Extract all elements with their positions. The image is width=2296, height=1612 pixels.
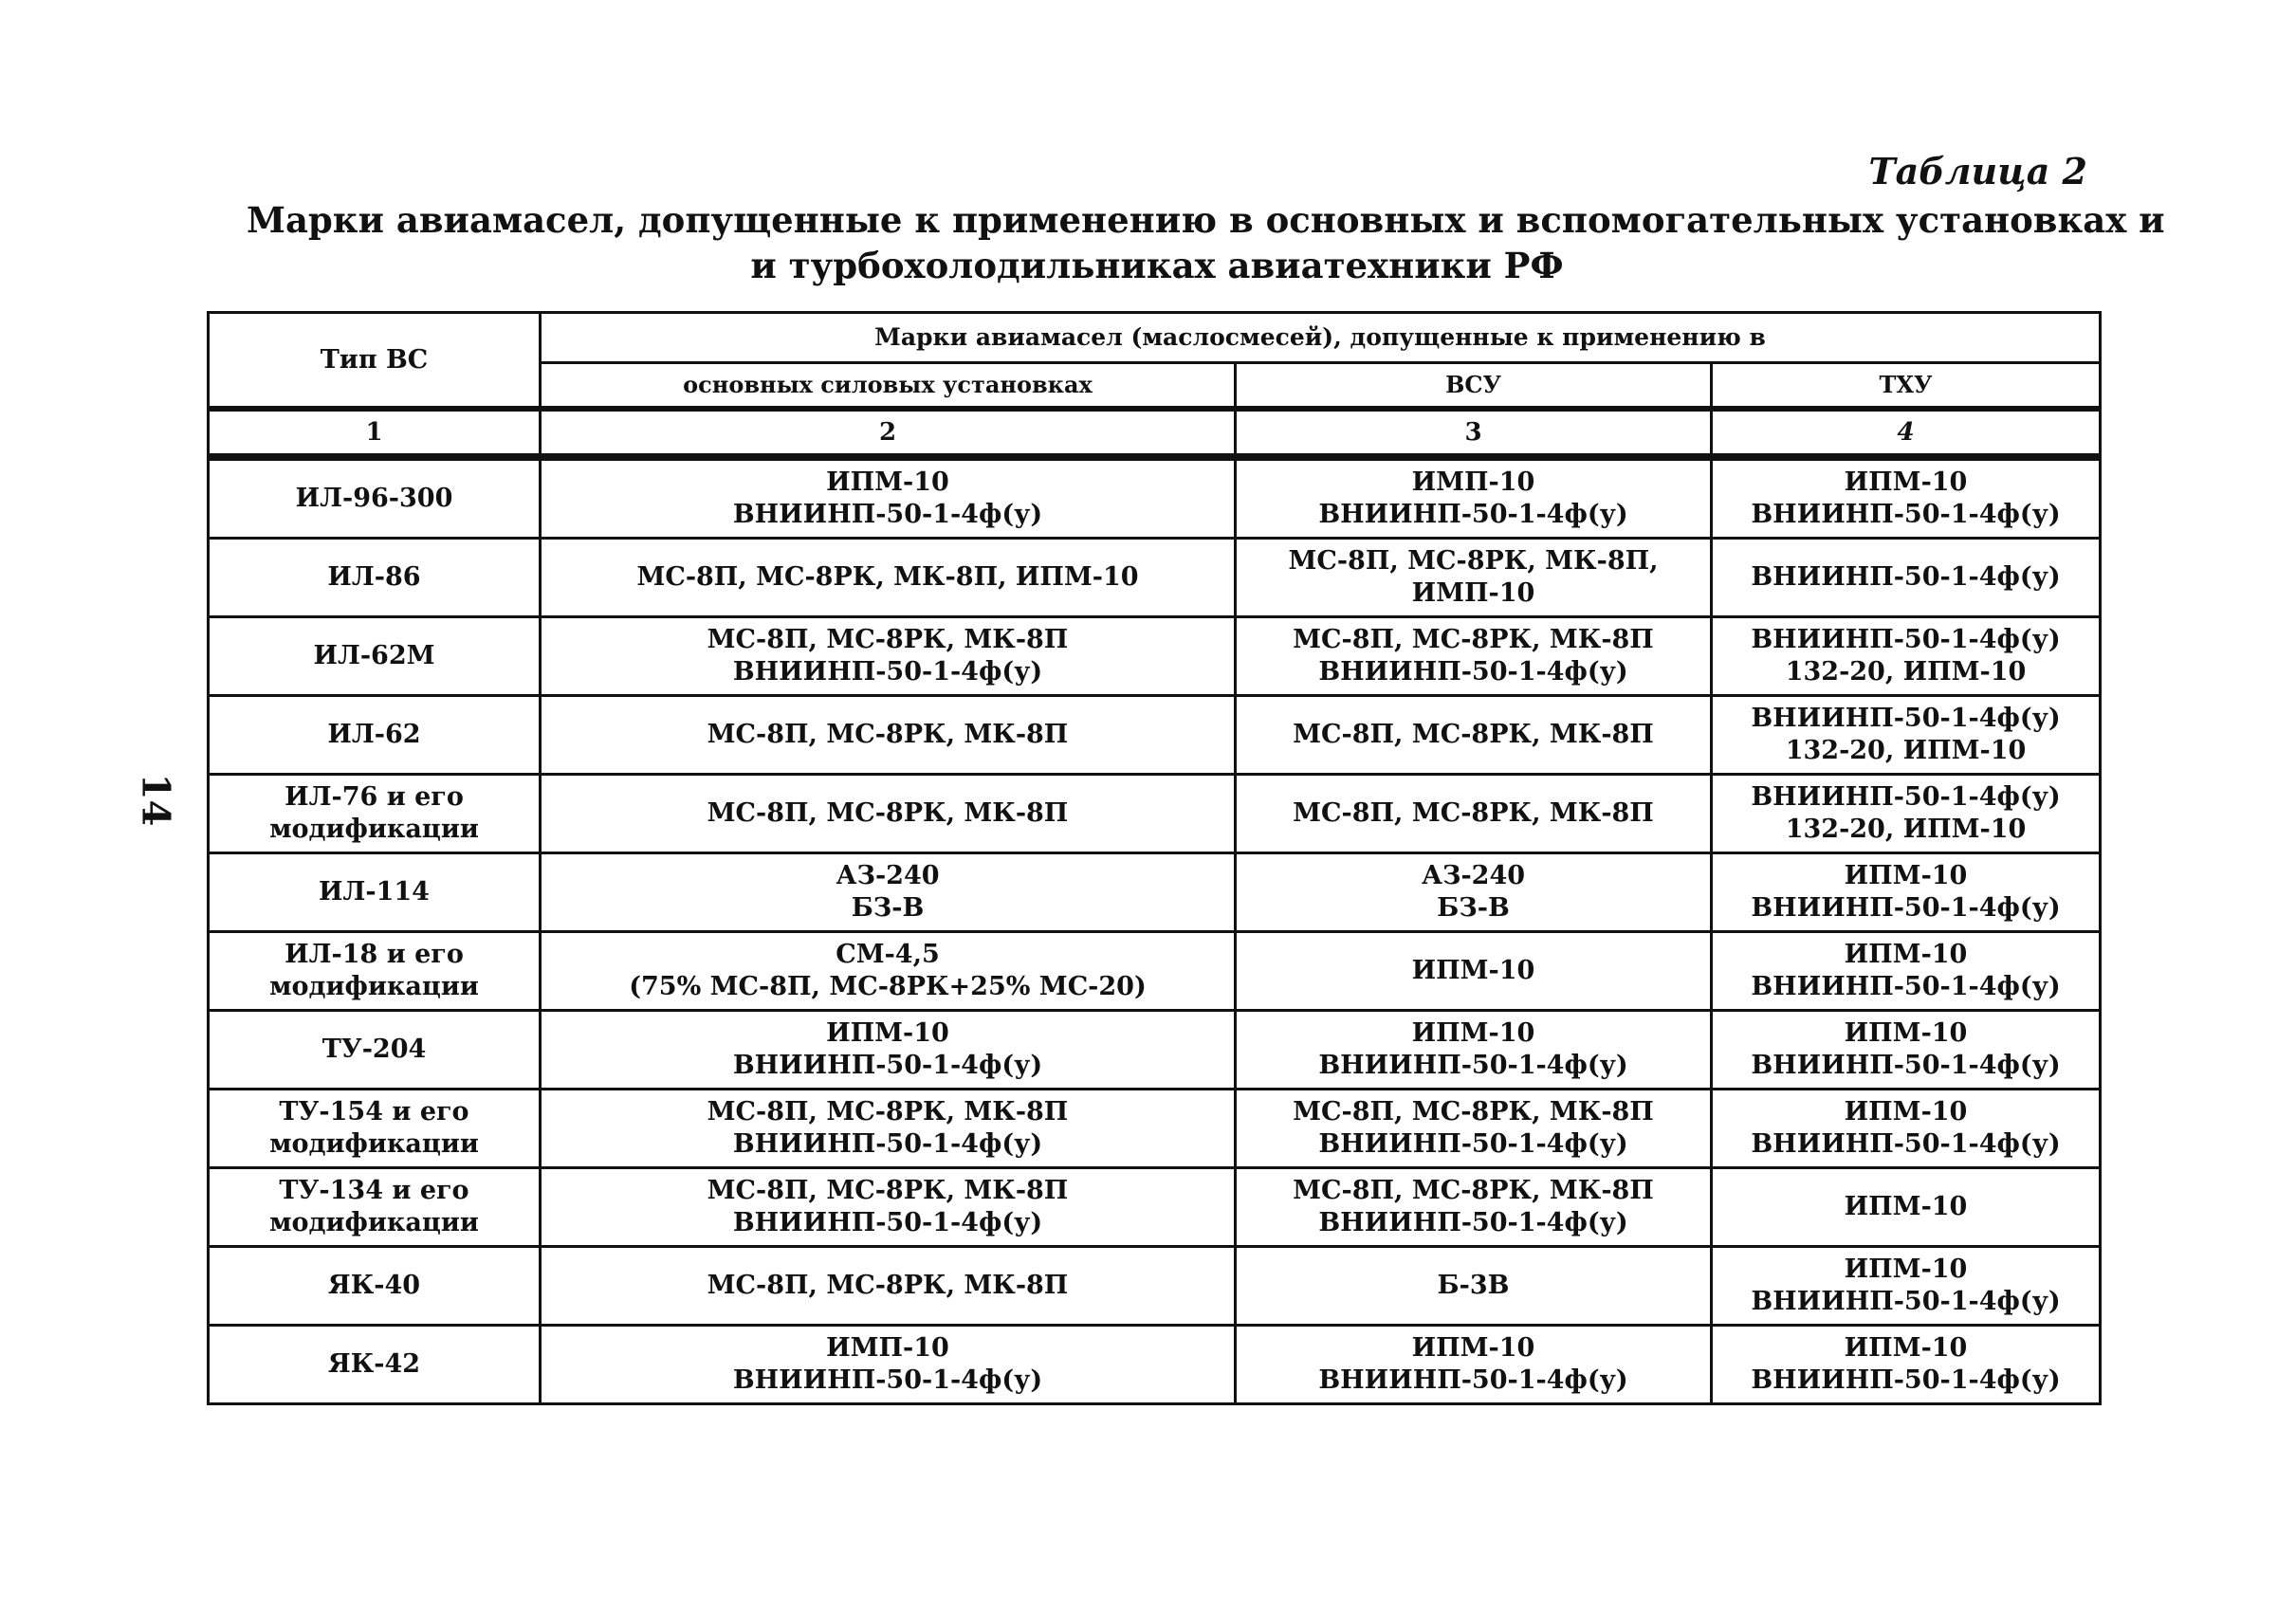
cell-line: ИЛ-62 (327, 720, 421, 749)
cell-line: МС-8П, МС-8РК, МК-8П (1293, 798, 1654, 828)
table-row (209, 1326, 2101, 1404)
table-row (209, 539, 2101, 617)
main-engine-oils-cell (541, 1168, 1236, 1247)
cell-line: МС-8П, МС-8РК, МК-8П (707, 1176, 1069, 1205)
aircraft-type-cell (209, 853, 541, 932)
cell-line: МС-8П, МС-8РК, МК-8П (707, 1271, 1069, 1300)
table-row (209, 1011, 2101, 1090)
cell-line: ВНИИНП-50-1-4ф(у) (1318, 657, 1628, 687)
cell-line: ВНИИНП-50-1-4ф(у) (1751, 625, 2061, 654)
apu-oils-cell (1236, 1168, 1712, 1247)
cell-line: ВНИИНП-50-1-4ф(у) (1318, 1051, 1628, 1080)
cell-line: ИЛ-86 (327, 562, 421, 592)
table-row (209, 457, 2101, 539)
main-engine-oils-cell (541, 932, 1236, 1011)
cell-line: ВНИИНП-50-1-4ф(у) (1318, 1365, 1628, 1395)
aircraft-type-cell (209, 1168, 541, 1247)
turbo-cooler-oils-cell (1712, 1247, 2101, 1326)
header-apu: ВСУ (1236, 363, 1712, 410)
turbo-cooler-oils-cell (1712, 775, 2101, 853)
cell-line: ВНИИНП-50-1-4ф(у) (1318, 500, 1628, 529)
turbo-cooler-oils-cell (1712, 853, 2101, 932)
cell-line: ИПМ-10 (1844, 1018, 1968, 1048)
table-row (209, 1090, 2101, 1168)
cell-line: ВНИИНП-50-1-4ф(у) (732, 1129, 1043, 1159)
cell-line: 132-20, ИПМ-10 (1785, 736, 2027, 765)
cell-line: ВНИИНП-50-1-4ф(у) (1751, 1365, 2061, 1395)
cell-line: ИЛ-96-300 (295, 484, 453, 513)
header-aircraft-type: Тип ВС (209, 313, 541, 410)
header-turbo-cooler: ТХУ (1712, 363, 2101, 410)
header-main-engines: основных силовых установках (541, 363, 1236, 410)
table-row (209, 1168, 2101, 1247)
cell-line: ЯК-40 (327, 1271, 421, 1300)
cell-line: ИПМ-10 (1844, 940, 1968, 969)
cell-line: 132-20, ИПМ-10 (1785, 657, 2027, 687)
main-engine-oils-cell (541, 696, 1236, 775)
cell-line: ВНИИНП-50-1-4ф(у) (732, 500, 1043, 529)
aircraft-type-cell (209, 1090, 541, 1168)
cell-line: ВНИИНП-50-1-4ф(у) (1318, 1208, 1628, 1237)
aircraft-type-cell (209, 539, 541, 617)
cell-line: ВНИИНП-50-1-4ф(у) (1751, 972, 2061, 1001)
cell-line: ТУ-154 и его (279, 1097, 469, 1127)
cell-line: 132-20, ИПМ-10 (1785, 815, 2027, 844)
cell-line: МС-8П, МС-8РК, МК-8П, ИПМ-10 (636, 562, 1139, 592)
cell-line: БЗ-В (1437, 893, 1510, 923)
apu-oils-cell (1236, 932, 1712, 1011)
table-row (209, 617, 2101, 696)
apu-oils-cell (1236, 617, 1712, 696)
aircraft-type-cell (209, 617, 541, 696)
apu-oils-cell (1236, 1326, 1712, 1404)
apu-oils-cell (1236, 1247, 1712, 1326)
cell-line: ИПМ-10 (1411, 1333, 1535, 1363)
column-number: 3 (1236, 409, 1712, 457)
cell-line: ВНИИНП-50-1-4ф(у) (732, 1051, 1043, 1080)
table-label: Таблица 2 (1868, 150, 2087, 192)
turbo-cooler-oils-cell (1712, 1326, 2101, 1404)
apu-oils-cell (1236, 775, 1712, 853)
main-engine-oils-cell (541, 1090, 1236, 1168)
cell-line: ВНИИНП-50-1-4ф(у) (1751, 562, 2061, 592)
cell-line: модификации (269, 815, 479, 844)
aircraft-type-cell (209, 932, 541, 1011)
cell-line: ИМП-10 (1411, 578, 1535, 608)
turbo-cooler-oils-cell (1712, 617, 2101, 696)
cell-line: ВНИИНП-50-1-4ф(у) (732, 1208, 1043, 1237)
aircraft-type-cell (209, 1247, 541, 1326)
cell-line: ИПМ-10 (826, 467, 949, 497)
cell-line: ИЛ-76 и его (285, 782, 464, 812)
aircraft-type-cell (209, 775, 541, 853)
cell-line: СМ-4,5 (836, 940, 940, 969)
cell-line: ИПМ-10 (1844, 1255, 1968, 1284)
cell-line: БЗ-В (851, 893, 925, 923)
table-row (209, 932, 2101, 1011)
cell-line: ВНИИНП-50-1-4ф(у) (1751, 704, 2061, 733)
turbo-cooler-oils-cell (1712, 1011, 2101, 1090)
cell-line: Б-3В (1437, 1271, 1510, 1300)
cell-line: ИПМ-10 (826, 1018, 949, 1048)
main-engine-oils-cell (541, 1011, 1236, 1090)
cell-line: ТУ-134 и его (279, 1176, 469, 1205)
table-row (209, 696, 2101, 775)
main-engine-oils-cell (541, 775, 1236, 853)
cell-line: ВНИИНП-50-1-4ф(у) (1751, 1287, 2061, 1316)
main-engine-oils-cell (541, 617, 1236, 696)
turbo-cooler-oils-cell (1712, 932, 2101, 1011)
oil-grades-table (207, 311, 2102, 1405)
cell-line: ИЛ-62М (313, 641, 435, 670)
table-row (209, 853, 2101, 932)
cell-line: ВНИИНП-50-1-4ф(у) (732, 657, 1043, 687)
cell-line: (75% МС-8П, МС-8РК+25% МС-20) (629, 972, 1147, 1001)
cell-line: МС-8П, МС-8РК, МК-8П (707, 720, 1069, 749)
apu-oils-cell (1236, 457, 1712, 539)
cell-line: МС-8П, МС-8РК, МК-8П (1293, 1097, 1654, 1127)
table-title (247, 197, 2165, 288)
apu-oils-cell (1236, 696, 1712, 775)
table-row (209, 775, 2101, 853)
column-number: 1 (209, 409, 541, 457)
table-body (209, 457, 2101, 1404)
cell-line: ВНИИНП-50-1-4ф(у) (732, 1365, 1043, 1395)
cell-line: МС-8П, МС-8РК, МК-8П, (1288, 546, 1659, 576)
cell-line: МС-8П, МС-8РК, МК-8П (1293, 625, 1654, 654)
turbo-cooler-oils-cell (1712, 1090, 2101, 1168)
main-engine-oils-cell (541, 1247, 1236, 1326)
title-line: Марки авиамасел, допущенные к применению в основных и вспомогательных установках и (247, 199, 2165, 241)
cell-line: АЗ-240 (836, 861, 940, 890)
apu-oils-cell (1236, 1090, 1712, 1168)
cell-line: ИМП-10 (1411, 467, 1535, 497)
main-engine-oils-cell (541, 1326, 1236, 1404)
cell-line: МС-8П, МС-8РК, МК-8П (707, 625, 1069, 654)
title-line: и турбохолодильниках авиатехники РФ (750, 245, 1564, 286)
cell-line: АЗ-240 (1421, 861, 1526, 890)
main-engine-oils-cell (541, 853, 1236, 932)
aircraft-type-cell (209, 696, 541, 775)
aircraft-type-cell (209, 457, 541, 539)
cell-line: ИЛ-114 (319, 877, 430, 907)
cell-line: модификации (269, 972, 479, 1001)
cell-line: ИЛ-18 и его (285, 940, 464, 969)
table-row (209, 1247, 2101, 1326)
cell-line: ИПМ-10 (1844, 861, 1968, 890)
turbo-cooler-oils-cell (1712, 696, 2101, 775)
cell-line: МС-8П, МС-8РК, МК-8П (707, 1097, 1069, 1127)
turbo-cooler-oils-cell (1712, 539, 2101, 617)
aircraft-type-cell (209, 1326, 541, 1404)
header-oil-group: Марки авиамасел (маслосмесей), допущенные к применению в (541, 313, 2101, 363)
cell-line: ИПМ-10 (1411, 956, 1535, 985)
cell-line: ВНИИНП-50-1-4ф(у) (1751, 782, 2061, 812)
apu-oils-cell (1236, 1011, 1712, 1090)
cell-line: модификации (269, 1208, 479, 1237)
main-engine-oils-cell (541, 539, 1236, 617)
cell-line: ИПМ-10 (1844, 467, 1968, 497)
aircraft-type-cell (209, 1011, 541, 1090)
cell-line: модификации (269, 1129, 479, 1159)
column-number: 2 (541, 409, 1236, 457)
cell-line: МС-8П, МС-8РК, МК-8П (1293, 720, 1654, 749)
cell-line: ИПМ-10 (1844, 1097, 1968, 1127)
apu-oils-cell (1236, 853, 1712, 932)
cell-line: МС-8П, МС-8РК, МК-8П (1293, 1176, 1654, 1205)
cell-line: ВНИИНП-50-1-4ф(у) (1751, 1129, 2061, 1159)
cell-line: ИПМ-10 (1411, 1018, 1535, 1048)
cell-line: МС-8П, МС-8РК, МК-8П (707, 798, 1069, 828)
turbo-cooler-oils-cell (1712, 457, 2101, 539)
cell-line: ВНИИНП-50-1-4ф(у) (1751, 1051, 2061, 1080)
cell-line: ЯК-42 (327, 1349, 421, 1379)
cell-line: ИПМ-10 (1844, 1192, 1968, 1221)
cell-line: ВНИИНП-50-1-4ф(у) (1751, 500, 2061, 529)
cell-line: ИМП-10 (826, 1333, 949, 1363)
column-number-handwritten: 4 (1712, 409, 2101, 457)
cell-line: ВНИИНП-50-1-4ф(у) (1318, 1129, 1628, 1159)
turbo-cooler-oils-cell (1712, 1168, 2101, 1247)
page-number: 14 (133, 773, 178, 827)
cell-line: ТУ-204 (321, 1035, 427, 1064)
apu-oils-cell (1236, 539, 1712, 617)
main-engine-oils-cell (541, 457, 1236, 539)
cell-line: ВНИИНП-50-1-4ф(у) (1751, 893, 2061, 923)
cell-line: ИПМ-10 (1844, 1333, 1968, 1363)
